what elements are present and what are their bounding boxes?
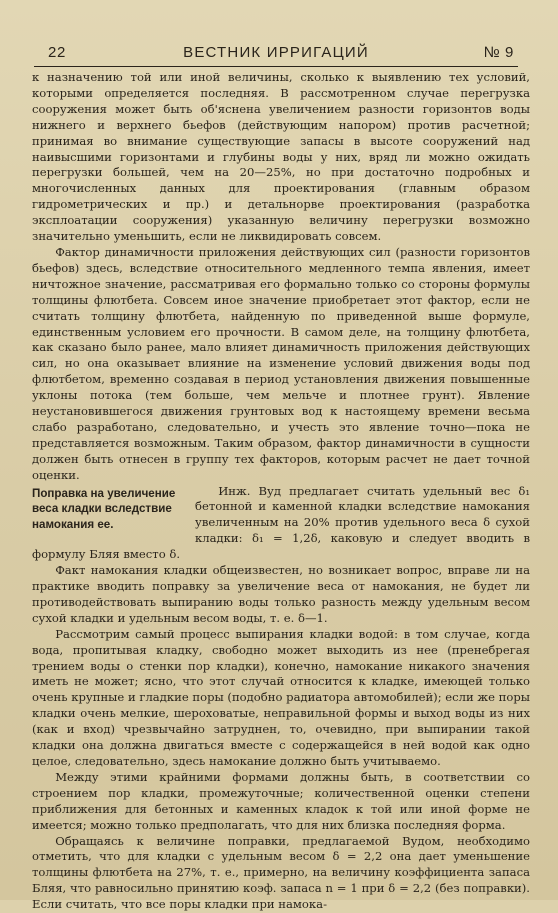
- article-body: [32, 70, 530, 913]
- paragraph: Рассмотрим самый процесс выпирания кладки водой: в том случае, когда вода, пропитывая кладку, свободно может выходить из нее (пренебрегая трением воды о стенки пор кладки), конечно, намокание никакого значения иметь не может; ясно, что этот случай относится к кладке, имеющей только очень крупные и гладкие поры (подобно радиатора автомобилей); если же поры кладки очень мелкие, шероховатые, неправильной формы и выход воды из них (как и вход) чрезвычайно затруднен, то, очевидно, при выпирании такой кладки она должна двигаться вместе с содержащейся в ней водой как одно целое, следовательно, здесь намокание должно быть учитываемо.: [32, 627, 530, 770]
- journal-title: ВЕСТНИК ИРРИГАЦИЙ: [34, 44, 518, 61]
- paragraph: Фактор динамичности приложения действующих сил (разности горизонтов бьефов) здесь, вследствие относительного медленного темпа явления, имеет ничтожное значение, рассматривая его формально только со стороны формулы толщины флютбета. Совсем иное значение приобретает этот фактор, если не считать толщину флютбета, найденную по приведенной выше формуле, единственным условием его прочности. В самом деле, на толщину флютбета, как сказано было ранее, мало влияет динамичность приложения действующих сил, но она оказывает влияние на изменение условий движения воды под флютбетом, временно создавая в период установления движения повышенные уклоны потока (тем больше, чем мельче и плотнее грунт). Явление неустановившегося движения грунтовых вод к настоящему времени весьма слабо разработано, следовательно, и учесть это явление точно—пока не представляется возможным. Таким образом, фактор динамичности в сущности должен быть отнесен в группу тех факторов, которым расчет не дает точной оценки.: [32, 245, 530, 484]
- side-heading: Поправка на увеличение веса кладки вследствие намокания ее.: [32, 486, 187, 534]
- paragraph: Между этими крайними формами должны быть, в соответствии со строением пор кладки, промежуточные; количественной оценки степени приближения для бетонных и каменных кладок к той или иной форме не имеется; можно только предполагать, что для них близка последняя форма.: [32, 770, 530, 834]
- paragraph: Обращаясь к величине поправки, предлагаемой Вудом, необходимо отметить, что для кладки с удельным весом δ = 2,2 она дает уменьшение толщины флютбета на 27%, т. е., примерно, на величину коэффициента запаса Бляя, что равносильно принятию коэф. запаса n = 1 при δ = 2,2 (без поправки). Если считать, что все поры кладки при намока-: [32, 834, 530, 913]
- page-number: 22: [48, 44, 66, 61]
- page-header: [34, 44, 518, 64]
- paragraph: Факт намокания кладки общеизвестен, но возникает вопрос, вправе ли на практике вводить поправку за увеличение веса от намокания, не будет ли противодействовать выпиранию воды только разность между удельным весом сухой кладки и удельным весом воды, т. е. δ—1.: [32, 563, 530, 627]
- paragraph: Инж. Вуд предлагает считать удельный вес δ₁ бетонной и каменной кладки вследствие намокания увеличенным на 20% против удельного веса δ сухой кладки: δ₁ = 1,2δ, каковую и следует вводить в формулу Бляя вместо δ.: [32, 484, 530, 564]
- paragraph: к назначению той или иной величины, сколько к выявлению тех условий, которыми определяется последняя. В рассмотренном случае перегрузка сооружения может быть об'яснена увеличением разности горизонтов воды нижнего и верхнего бьефов (действующим напором) против расчетной; принимая во внимание существующие запасы в высоте сооружений над наивысшими горизонтами и глубины воды у них, вряд ли можно ожидать перегрузки большей, чем на 20—25%, но при достаточно подробных и многочисленных данных для проектирования (главным образом гидрометрических и пр.) и детальнорве проектирования (разработка эксплоатации сооружения) указанную величину перегрузки возможно значительно уменьшить, если не ликвидировать совсем.: [32, 70, 530, 245]
- issue-number: № 9: [484, 44, 514, 61]
- header-divider: [34, 66, 518, 67]
